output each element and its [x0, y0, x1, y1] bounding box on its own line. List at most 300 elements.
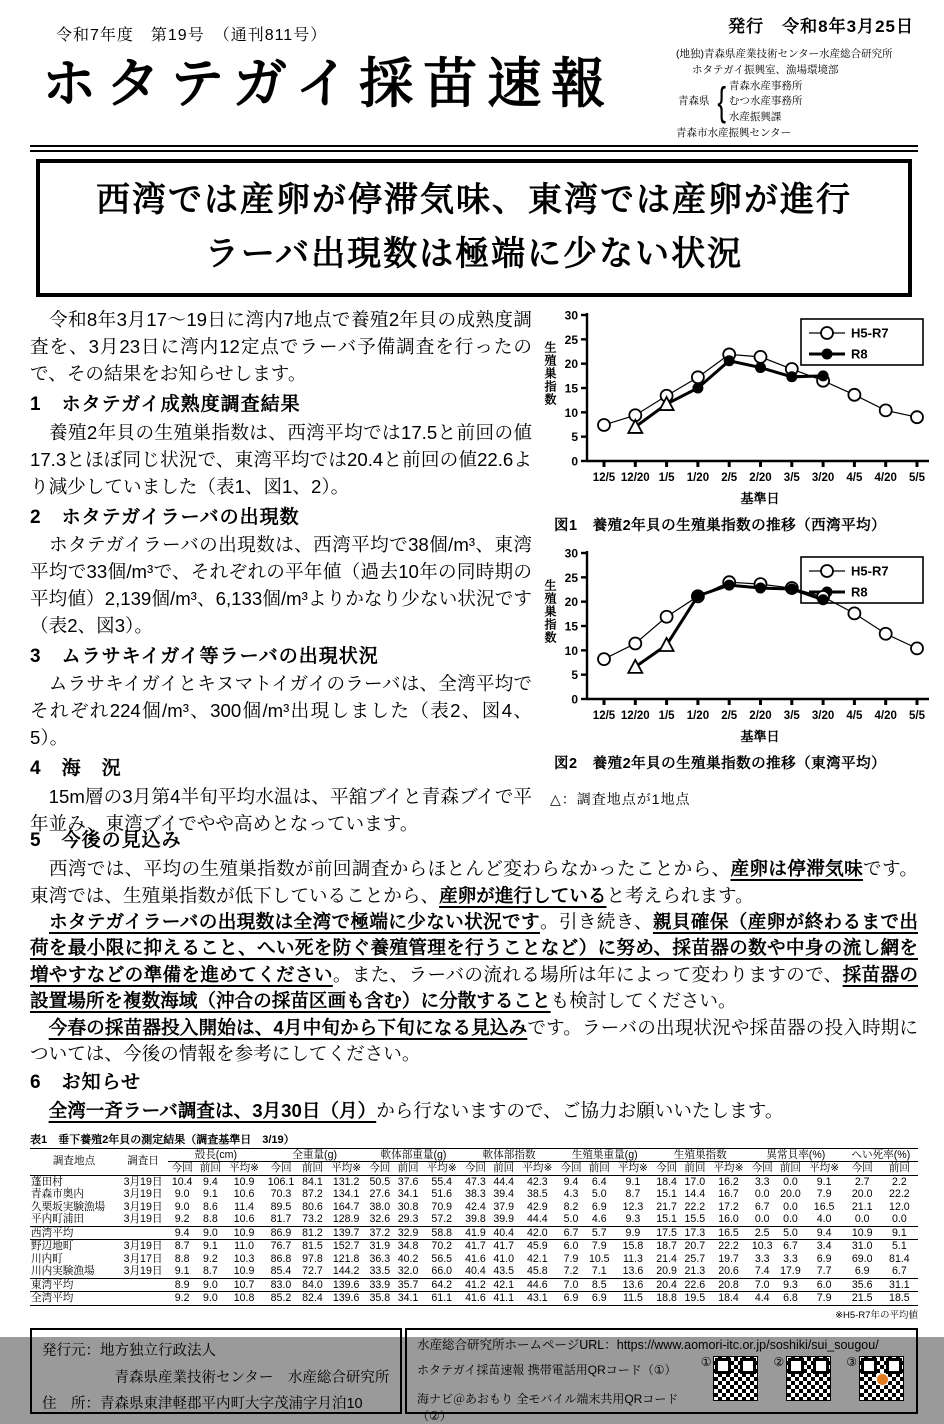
table-cell: 41.6 [461, 1292, 489, 1306]
marker-open-circle-H5-R7 [692, 372, 704, 384]
table-cell: 128.9 [332, 1213, 360, 1226]
section-5-paragraph-3 [30, 1015, 918, 1068]
homepage-url: 水産総合研究所ホームページURL：https://www.aomori-itc.or.jp/soshiki/sui_sougou/ [417, 1337, 879, 1352]
table-cell: 10.7 [225, 1278, 264, 1292]
table-cell: 6.0 [805, 1278, 844, 1292]
table-cell: 0.0 [892, 1213, 907, 1226]
table-row-average [30, 1226, 918, 1240]
table-cell [118, 1292, 168, 1306]
table-cell: 7.9 [591, 1240, 607, 1253]
qr-descriptions [417, 1356, 701, 1424]
table-cell: 久栗坂実験漁場 [31, 1200, 106, 1213]
marker-open-circle-H5-R7 [911, 411, 923, 423]
x-tick-label: 2/5 [721, 710, 738, 723]
table-cell: 18.8 [652, 1292, 680, 1306]
emphasized-text: 産卵は停滞気味 [730, 858, 864, 880]
table-cell: 81.5 [302, 1240, 323, 1253]
table-cell: 10.3 [233, 1252, 255, 1265]
footer [30, 1328, 918, 1423]
table-cell: 139.7 [327, 1226, 366, 1240]
text-column [30, 307, 532, 834]
table-cell: 85.2 [264, 1292, 299, 1306]
table-cell: 84.1 [302, 1175, 323, 1188]
table-cell: 6.7 [754, 1200, 770, 1213]
section-6-paragraph-1 [30, 1098, 918, 1124]
table-cell: 72.7 [302, 1265, 323, 1278]
table-cell: 9.4 [203, 1175, 218, 1188]
table-cell: 12.3 [622, 1200, 644, 1213]
column-header: 調査地点 [30, 1148, 118, 1175]
table-cell: 13.6 [613, 1278, 652, 1292]
table-cell: 139.6 [327, 1292, 366, 1306]
table-cell: 5.0 [776, 1226, 804, 1240]
table-cell: 50.5 [369, 1175, 391, 1188]
table-cell: 11.3 [623, 1252, 643, 1265]
table-cell: 6.9 [585, 1292, 613, 1306]
table-cell: 7.2 [563, 1265, 579, 1278]
table-cell: 野辺地町 [31, 1240, 74, 1253]
column-subheader: 前回 [394, 1162, 422, 1176]
x-tick-label: 1/5 [658, 472, 675, 485]
column-group-header: 生殖巣重量(g) [557, 1148, 653, 1162]
table-cell: 6.8 [776, 1292, 804, 1306]
table-cell: 35.6 [844, 1278, 881, 1292]
figure-1-west-bay [543, 308, 925, 514]
table-cell: 13.6 [622, 1265, 644, 1278]
y-tick-label: 25 [564, 333, 578, 348]
column-subheader: 今回 [844, 1162, 881, 1176]
table-cell: 20.9 [656, 1265, 677, 1278]
table-cell: 73.2 [302, 1213, 323, 1226]
marker-open-circle-H5-R7 [880, 628, 892, 640]
table-cell [118, 1278, 168, 1292]
marker-filled-circle-R8 [692, 383, 703, 394]
table-cell: 86.8 [270, 1252, 292, 1265]
table-cell: 31.0 [851, 1240, 873, 1253]
table-cell: 18.7 [656, 1240, 677, 1253]
table-cell: 6.9 [854, 1265, 870, 1278]
table-cell: 41.2 [461, 1278, 489, 1292]
table-cell: 20.4 [652, 1278, 680, 1292]
table-cell: 9.1 [881, 1226, 918, 1240]
marker-filled-circle-R8 [818, 595, 829, 606]
table-cell: 21.7 [656, 1200, 677, 1213]
table-cell: 21.1 [851, 1200, 873, 1213]
table-cell: 64.2 [422, 1278, 461, 1292]
table-cell: 81.4 [889, 1252, 910, 1265]
table-cell: 9.4 [168, 1226, 196, 1240]
table-cell: 83.0 [264, 1278, 299, 1292]
table-cell: 20.0 [780, 1188, 801, 1201]
section-1-heading: 1 ホタテガイ成熟度調査結果 [30, 394, 301, 416]
table-cell: 70.9 [431, 1200, 453, 1213]
links-box [405, 1328, 918, 1423]
table-cell: 11.0 [234, 1240, 254, 1253]
table-row [30, 1213, 918, 1226]
y-tick-label: 25 [564, 571, 578, 586]
table-cell: 9.9 [613, 1226, 652, 1240]
header-top [30, 12, 918, 45]
qr-code-1-icon [713, 1356, 758, 1401]
table-cell: 6.7 [783, 1240, 798, 1253]
plain-text: と考えられます。 [606, 884, 754, 906]
table-cell: 55.4 [431, 1175, 453, 1188]
table-cell: 10.4 [171, 1175, 193, 1188]
table-row [30, 1265, 918, 1278]
table-cell: 37.6 [397, 1175, 419, 1188]
section-5-paragraph-2 [30, 909, 918, 1015]
table-cell: 8.7 [174, 1240, 190, 1253]
marker-filled-circle-R8 [755, 362, 766, 373]
y-axis-label: 生殖巣指数 [543, 341, 557, 407]
table-cell: 16.7 [718, 1188, 739, 1201]
table-cell: 34.1 [394, 1292, 422, 1306]
page-title: ホタテガイ採苗速報 [42, 54, 616, 114]
table-cell: 85.4 [270, 1265, 292, 1278]
table-cell: 7.0 [557, 1278, 585, 1292]
table-cell: 12.0 [889, 1200, 910, 1213]
table-cell: 9.1 [203, 1240, 218, 1253]
double-rule-divider [30, 145, 918, 152]
plain-text: 。また、ラーバの流れる場所は年によって変わりますので、 [332, 963, 843, 985]
column-subheader: 平均※ [709, 1162, 748, 1176]
table-cell: 39.4 [493, 1188, 514, 1201]
table-cell: 80.6 [302, 1200, 323, 1213]
column-subheader: 今回 [264, 1162, 299, 1176]
table-cell: 西湾平均 [30, 1226, 118, 1240]
table-cell: 0.0 [754, 1188, 770, 1201]
measurement-table-section [30, 1131, 918, 1321]
table-cell: 164.7 [332, 1200, 360, 1213]
table-cell: 2.5 [748, 1226, 776, 1240]
marker-filled-circle-R8 [786, 584, 797, 595]
table-cell: 18.5 [881, 1292, 918, 1306]
column-subheader: 今回 [168, 1162, 196, 1176]
plain-text: です。ラーバの出現状況や採苗器の投入時期については、今後の情報を参考にしてください。 [30, 1016, 918, 1064]
x-axis-title: 基準日 [740, 491, 780, 507]
table-cell: 97.8 [302, 1252, 323, 1265]
chart-column [542, 307, 925, 824]
table-cell: 131.2 [332, 1175, 360, 1188]
table-cell: 6.4 [591, 1175, 607, 1188]
table-cell: 0.0 [783, 1175, 798, 1188]
table-cell: 20.8 [709, 1278, 748, 1292]
table-cell: 15.8 [622, 1240, 644, 1253]
emphasized-text: ホタテガイラーバの出現数は全湾で極端に少ない状況です [48, 911, 540, 933]
column-subheader: 平均※ [327, 1162, 366, 1176]
table-cell: 10.9 [233, 1175, 255, 1188]
x-tick-label: 4/5 [846, 710, 863, 723]
table-cell: 9.0 [174, 1188, 190, 1201]
table-cell: 69.0 [851, 1252, 873, 1265]
qr-code-3-icon [859, 1356, 904, 1401]
table-row [30, 1201, 918, 1214]
table-cell: 34.1 [397, 1188, 419, 1201]
marker-filled-circle-R8 [692, 591, 703, 602]
table-cell: 8.8 [203, 1213, 218, 1226]
table-cell: 2.7 [854, 1175, 870, 1188]
table-cell: 41.1 [490, 1292, 518, 1306]
marker-filled-circle-R8 [786, 372, 797, 383]
table-cell: 42.9 [527, 1200, 548, 1213]
table-cell: 20.7 [684, 1240, 706, 1253]
table-cell: 81.7 [270, 1213, 292, 1226]
table-cell: 5.0 [563, 1213, 579, 1226]
column-subheader: 今回 [366, 1162, 394, 1176]
table-cell: 37.2 [366, 1226, 394, 1240]
org-line-divisions: ホタテガイ振興室、漁場環境部 [692, 63, 839, 76]
y-tick-label: 5 [571, 668, 578, 683]
table-cell: 41.9 [461, 1226, 489, 1240]
x-tick-label: 3/5 [783, 710, 800, 723]
table-cell: 38.3 [465, 1188, 486, 1201]
table-cell: 0.0 [783, 1200, 798, 1213]
x-tick-label: 1/5 [658, 710, 675, 723]
table-cell: 16.5 [813, 1200, 835, 1213]
table-row [30, 1175, 918, 1188]
column-subheader: 平均※ [422, 1162, 461, 1176]
table-cell: 9.2 [174, 1213, 190, 1226]
x-tick-label: 5/5 [909, 472, 925, 485]
x-tick-label: 12/5 [592, 710, 616, 723]
table-cell: 33.9 [366, 1278, 394, 1292]
x-tick-label: 1/20 [686, 472, 710, 485]
table-cell: 43.1 [518, 1292, 557, 1306]
table-cell: 15.1 [656, 1213, 677, 1226]
table-cell: 70.3 [270, 1188, 292, 1201]
column-group-header: 生殖巣指数 [652, 1148, 748, 1162]
table-cell: 32.9 [394, 1226, 422, 1240]
table-cell: 31.1 [881, 1278, 918, 1292]
table-row-average [30, 1292, 918, 1306]
table-cell: 38.0 [369, 1200, 391, 1213]
legend-label: H5-R7 [851, 325, 889, 341]
table-cell: 9.2 [168, 1292, 196, 1306]
x-tick-label: 2/5 [721, 472, 738, 485]
column-group-header: 異常貝率(%) [748, 1148, 844, 1162]
table-cell: 7.9 [805, 1292, 844, 1306]
table-cell: 10.9 [233, 1265, 255, 1278]
x-tick-label: 12/5 [592, 472, 616, 485]
table-cell: 17.3 [681, 1226, 709, 1240]
qr-label-2: ② [773, 1354, 785, 1369]
table-cell: 139.6 [327, 1278, 366, 1292]
table-cell: 16.5 [709, 1226, 748, 1240]
y-tick-label: 30 [564, 546, 578, 561]
section-3-heading: 3 ムラサキイガイ等ラーバの出現状況 [30, 645, 379, 667]
x-tick-label: 2/20 [749, 472, 772, 485]
plain-text: から行ないますので、ご協力お願いいたします。 [376, 1100, 784, 1122]
column-subheader: 前回 [490, 1162, 518, 1176]
x-tick-label: 1/20 [686, 710, 710, 723]
headline-line2: ラーバ出現数は極端に少ない状況 [204, 234, 744, 273]
table-cell: 3.4 [816, 1240, 832, 1253]
plain-text [30, 1017, 49, 1038]
table-cell: 38.5 [527, 1188, 548, 1201]
legend-marker [821, 565, 833, 577]
intro-paragraph: 令和8年3月17～19日に湾内7地点で養殖2年貝の成熟度調査を、3月23日に湾内12定点でラーバ予備調査を行ったので、その結果をお知らせします。 [30, 309, 532, 385]
column-subheader: 今回 [652, 1162, 680, 1176]
column-subheader: 平均※ [613, 1162, 652, 1176]
column-subheader: 今回 [557, 1162, 585, 1176]
marker-open-circle-H5-R7 [911, 643, 923, 655]
table-cell: 5.7 [585, 1226, 613, 1240]
table-cell: 6.0 [563, 1240, 579, 1253]
table-cell: 3月19日 [123, 1265, 163, 1278]
x-tick-label: 4/20 [874, 472, 897, 485]
section-5-heading: 5 今後の見込み [30, 830, 182, 852]
table-cell: 19.5 [681, 1292, 709, 1306]
table-cell: 6.9 [816, 1252, 832, 1265]
headline-box [36, 159, 912, 298]
table-cell: 36.3 [369, 1252, 391, 1265]
publish-date: 発行 令和8年3月25日 [728, 17, 914, 36]
y-tick-label: 10 [564, 406, 578, 421]
table-cell: 21.3 [684, 1265, 706, 1278]
table-cell: 57.2 [431, 1213, 453, 1226]
section-4-heading: 4 海 況 [30, 758, 122, 780]
table-cell: 7.7 [816, 1265, 832, 1278]
table-cell: 41.0 [493, 1252, 514, 1265]
section-2-paragraph: ホタテガイラーバの出現数は、西湾平均で38個/m³、東湾平均で33個/m³で、それぞれの平年値（過去10年の同時期の平均値）2,139個/m³、6,133個/m³よりかなり少ない状況です（表2、図3）。 [30, 534, 532, 636]
table-cell: 8.2 [563, 1200, 579, 1213]
measurement-table [30, 1148, 918, 1306]
qr-label-1: ① [700, 1354, 712, 1369]
y-tick-label: 5 [571, 430, 578, 445]
headline-line1: 西湾では産卵が停滞気味、東湾では産卵が進行 [96, 180, 852, 219]
table-cell: 3月19日 [123, 1200, 163, 1213]
table-cell: 106.1 [267, 1175, 295, 1188]
table-cell: 7.4 [754, 1265, 770, 1278]
table-cell: 3月19日 [123, 1213, 163, 1226]
table-cell: 9.1 [203, 1188, 218, 1201]
table-cell: 42.3 [527, 1175, 548, 1188]
table-cell [118, 1226, 168, 1240]
table-cell: 31.9 [369, 1240, 391, 1253]
chart-east-bay [557, 547, 933, 747]
table-cell: 152.7 [332, 1240, 360, 1253]
table-cell: 8.8 [174, 1252, 190, 1265]
table-cell: 8.6 [203, 1200, 218, 1213]
marker-open-circle-H5-R7 [880, 405, 892, 417]
table-cell: 41.6 [465, 1252, 486, 1265]
table-cell: 3月19日 [123, 1240, 163, 1253]
table-cell: 14.4 [684, 1188, 706, 1201]
table-cell: 3月19日 [123, 1175, 163, 1188]
x-tick-label: 4/5 [846, 472, 863, 485]
table-cell: 58.8 [422, 1226, 461, 1240]
table-cell: 18.4 [709, 1292, 748, 1306]
emphasized-text: 親貝確保（産卵が終わるまで出荷を最小限に抑えること、へい死を防ぐ養殖管理を行うことなど）に努め、採苗器の数や中身の流し網を増やすなどの準備を進めてください [30, 911, 918, 985]
x-tick-label: 3/20 [811, 710, 835, 723]
table-cell: 10.9 [844, 1226, 881, 1240]
table-cell: 全湾平均 [30, 1292, 118, 1306]
table-cell: 19.7 [718, 1252, 739, 1265]
table-cell: 15.5 [684, 1213, 706, 1226]
x-tick-label: 4/20 [874, 710, 897, 723]
table-cell: 47.3 [465, 1175, 486, 1188]
column-group-header: 殻長(cm) [168, 1148, 264, 1162]
table-cell: 9.2 [203, 1252, 218, 1265]
table-cell: 20.0 [851, 1188, 873, 1201]
triangle-note: △：調査地点が1地点 [550, 791, 691, 808]
table-row [30, 1240, 918, 1253]
table-footnote: ※H5-R7年の平均値 [835, 1309, 918, 1321]
measurement-table-host [30, 1148, 918, 1306]
marker-filled-circle-R8 [724, 580, 735, 591]
table-cell: 5.0 [591, 1188, 607, 1201]
header-main [30, 45, 918, 142]
table-cell: 84.0 [298, 1278, 326, 1292]
table-row [30, 1188, 918, 1201]
table-cell: 3月19日 [123, 1188, 163, 1201]
table-cell: 82.4 [298, 1292, 326, 1306]
marker-open-circle-H5-R7 [629, 638, 641, 650]
table-cell: 9.4 [563, 1175, 579, 1188]
table-cell: 144.2 [332, 1265, 360, 1278]
x-tick-label: 12/20 [620, 710, 650, 723]
org-line-office: むつ水産事務所 [728, 95, 803, 108]
table-cell: 6.9 [591, 1200, 607, 1213]
table-cell: 平内町浦田 [31, 1213, 84, 1226]
table-cell: 134.1 [332, 1188, 360, 1201]
table-cell: 21.4 [656, 1252, 677, 1265]
section-2-heading: 2 ホタテガイラーバの出現数 [30, 506, 300, 528]
table-cell: 34.8 [397, 1240, 419, 1253]
section-5-paragraph-1 [30, 856, 918, 909]
table-cell: 10.8 [225, 1292, 264, 1306]
table-cell: 7.9 [816, 1188, 832, 1201]
table-cell: 86.9 [264, 1226, 299, 1240]
table-cell: 9.4 [805, 1226, 844, 1240]
table-cell: 9.3 [625, 1213, 641, 1226]
table-cell: 17.2 [718, 1200, 739, 1213]
table-cell: 41.7 [465, 1240, 486, 1253]
issue-number: 令和7年度 第19号 （通刊811号） [56, 27, 328, 44]
column-subheader: 前回 [881, 1162, 918, 1176]
table-cell: 30.8 [397, 1200, 419, 1213]
table-cell: 32.0 [397, 1265, 419, 1278]
y-tick-label: 0 [571, 454, 578, 469]
table-cell: 2.2 [892, 1175, 907, 1188]
section-1-paragraph: 養殖2年貝の生殖巣指数は、西湾平均では17.5と前回の値17.3とほぼ同じ状況で、東湾平均では20.4と前回の値22.6より減少していました（表1、図1、2）。 [30, 421, 532, 497]
table-cell: 3.3 [754, 1252, 770, 1265]
table-cell: 4.3 [563, 1188, 579, 1201]
column-subheader: 前回 [298, 1162, 326, 1176]
table-cell: 40.2 [397, 1252, 419, 1265]
table-cell: 51.6 [431, 1188, 453, 1201]
table-cell: 3.3 [783, 1252, 798, 1265]
marker-filled-circle-R8 [818, 371, 829, 382]
y-tick-label: 10 [564, 644, 578, 659]
marker-filled-circle-R8 [755, 583, 766, 594]
column-subheader: 前回 [681, 1162, 709, 1176]
table-cell: 6.7 [557, 1226, 585, 1240]
main-content [30, 307, 925, 834]
table-cell: 61.1 [422, 1292, 461, 1306]
table-cell: 56.5 [431, 1252, 453, 1265]
qr-wrap-1 [701, 1356, 759, 1424]
table-cell: 青森市奥内 [31, 1188, 84, 1201]
table-cell: 16.0 [718, 1213, 739, 1226]
uminavi-logo-dot [876, 1373, 889, 1386]
plain-text: です。東湾では、生殖巣指数が低下していることから、 [30, 858, 918, 906]
section-4-paragraph: 15m層の3月第4半旬平均水温は、平舘ブイと青森ブイで平年並み、東湾ブイでやや高めとなっています。 [30, 785, 532, 834]
outlook-section [30, 828, 918, 1124]
table-cell: 76.7 [270, 1240, 292, 1253]
column-subheader: 平均※ [805, 1162, 844, 1176]
table-cell: 10.9 [225, 1226, 264, 1240]
